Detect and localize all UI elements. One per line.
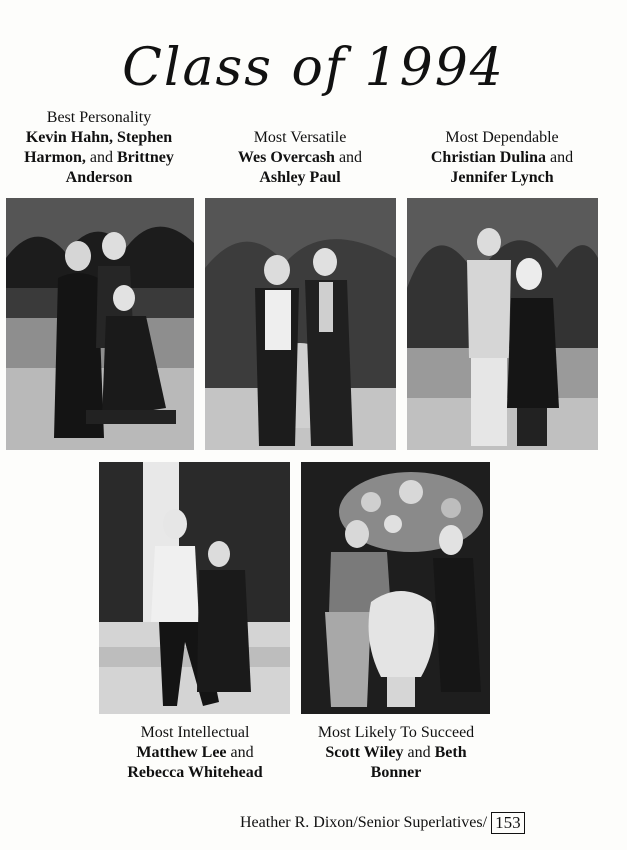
photo-most-dependable: [407, 198, 598, 450]
award-title: Most Likely To Succeed: [317, 724, 475, 741]
page-footer: [240, 812, 525, 834]
award-title: Most Versatile: [253, 129, 347, 146]
photo-most-intellectual: [99, 462, 290, 714]
caption-most-likely-to-succeed: [296, 723, 496, 783]
award-names: Kevin Hahn, Stephen Harmon, and Brittney Anderson: [24, 129, 174, 186]
award-names: Wes Overcash and Ashley Paul: [237, 149, 363, 186]
footer-credit: Heather R. Dixon/Senior Superlatives/: [240, 814, 488, 831]
award-title: Most Intellectual: [140, 724, 250, 741]
page-number: 153: [491, 812, 525, 834]
award-title: Best Personality: [46, 109, 152, 126]
photo-most-versatile: [205, 198, 396, 450]
award-names: Matthew Lee and Rebecca Whitehead: [127, 744, 263, 781]
caption-most-dependable: [404, 128, 600, 188]
page-title: Class of 1994: [122, 38, 505, 98]
photo-best-personality: [6, 198, 194, 450]
award-names: Christian Dulina and Jennifer Lynch: [430, 149, 574, 186]
caption-most-versatile: [204, 128, 396, 188]
caption-most-intellectual: [100, 723, 290, 783]
award-names: Scott Wiley and Beth Bonner: [325, 744, 467, 781]
photo-most-likely-to-succeed: [301, 462, 490, 714]
caption-best-personality: [6, 108, 192, 188]
award-title: Most Dependable: [445, 129, 559, 146]
